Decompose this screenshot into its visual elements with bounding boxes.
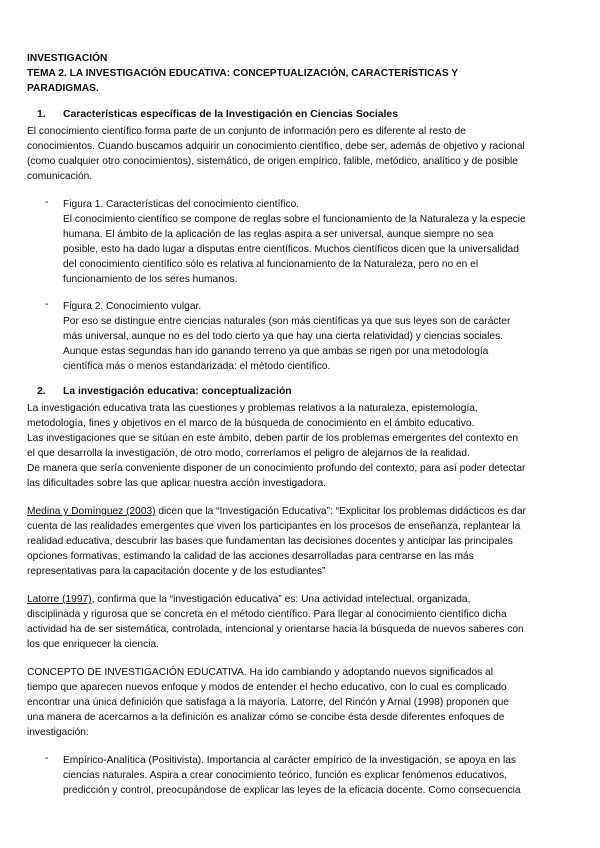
medina-text: dicen que la “Investigación Educativa”: “Explicitar los problemas didácticos es dar: [155, 506, 526, 517]
figure2-line: Aunque estas segundas han ido ganando terreno ya que ambas se rigen por una metodología: [63, 346, 489, 357]
medina-paragraph-first-line: [27, 504, 575, 520]
latorre-text: , confirma que la “investigación educativa” es: Una actividad intelectual, organizada,: [91, 594, 471, 605]
figure2-caption: Figura 2. Conocimiento vulgar.: [63, 301, 202, 312]
empirico-line: predicción y control, preocupándose de explicar las leyes de la eficacia docente. Como consecuencia: [63, 785, 521, 796]
concepto-line: tiempo que aparecen nuevos enfoque y modos de entender el hecho educativo, con lo cual es complicado: [27, 682, 507, 693]
section1-line: (como cualquier otro conocimientos), sistemático, de origen empírico, falible, metódico, analítico y de posible: [27, 156, 518, 167]
bullet-dash: -: [45, 753, 49, 764]
section1-heading: Características específicas de la Investigación en Ciencias Sociales: [63, 109, 398, 120]
doc-title-cont: PARADIGMAS.: [27, 83, 99, 94]
section2-number: 2.: [37, 386, 46, 397]
figure2-line: más universal, aunque no es del todo cierto ya que hay una cierta relatividad) y ciencias sociales.: [63, 331, 504, 342]
concepto-line: encontrar una única definición que satisfaga a la mayoría. Latorre, del Rincón y Arnal (1998) proponen que: [27, 697, 509, 708]
concepto-line: CONCEPTO DE INVESTIGACIÓN EDUCATIVA. Ha ido cambiando y adoptando nuevos significados al: [27, 667, 493, 678]
section2-line: el que desarrolla la investigación, de otro modo, correríamos el peligro de alejarnos de la realidad.: [27, 448, 470, 459]
section1-number: 1.: [37, 109, 46, 120]
latorre-line: los que enriquecer la ciencia.: [27, 639, 159, 650]
latorre-line: actividad ha de ser sistemática, controlada, intencional y orientarse hacia la búsqueda de nuevos saberes con: [27, 624, 524, 635]
bullet-dash: -: [45, 299, 49, 310]
latorre-paragraph-first-line: [27, 592, 575, 608]
medina-line: representativas para la capacitación docente y de los estudiantes”: [27, 566, 326, 577]
figure1-line: posible, esto ha dado lugar a disputas entre científicos. Muchos científicos dicen que la universalidad: [63, 244, 519, 255]
figure1-line: funcionamiento de los seres humanos.: [63, 274, 238, 285]
section1-line: comunicación.: [27, 171, 93, 182]
section2-line: Las investigaciones que se sitúan en este ámbito, deben partir de los problemas emergentes del contexto en: [27, 433, 518, 444]
figure1-line: del conocimiento científico sólo es relativa al funcionamiento de la Naturaleza, pero no en el: [63, 259, 479, 270]
empirico-line: ciencias naturales. Aspira a crear conocimiento teórico, función es explicar fenómenos educativos,: [63, 770, 507, 781]
bullet-dash: -: [45, 197, 49, 208]
citation-link[interactable]: Medina y Domínguez (2003): [27, 506, 156, 517]
figure1-caption: Figura 1. Características del conocimiento científico.: [63, 199, 300, 210]
section2-line: las dificultades sobre las que aplicar nuestra acción investigadora.: [27, 478, 327, 489]
figure1-line: El conocimiento científico se compone de reglas sobre el funcionamiento de la Naturaleza y la especie: [63, 214, 526, 225]
doc-title: TEMA 2. LA INVESTIGACIÓN EDUCATIVA: CONCEPTUALIZACIÓN, CARACTERÍSTICAS Y: [27, 68, 459, 79]
empirico-line: Empírico-Analítica (Positivista). Importancia al carácter empírico de la investigación, se apoya en las: [63, 755, 516, 766]
medina-line: opciones formativas, estimando la calidad de las acciones desarrolladas para centrarse en las más: [27, 551, 474, 562]
doc-header-line1: INVESTIGACIÓN: [27, 53, 108, 64]
section1-line: conocimientos. Cuando buscamos adquirir un conocimiento científico, debe ser, además de objetivo y racional: [27, 141, 525, 152]
figure2-line: científica más o menos estandarizada: el método científico.: [63, 361, 331, 372]
section2-line: De manera que sería conveniente disponer de un conocimiento profundo del contexto, para así poder detectar: [27, 463, 526, 474]
section2-line: La investigación educativa trata las cuestiones y problemas relativos a la naturaleza, epistemología,: [27, 403, 478, 414]
section2-line: metodología, fines y objetivos en el marco de la búsqueda de conocimiento en el ámbito educativo.: [27, 418, 475, 429]
concepto-line: una manera de acercarnos a la definición es analizar cómo se concibe ésta desde diferentes enfoques de: [27, 712, 505, 723]
figure1-line: humana. El ámbito de la aplicación de las reglas aspira a ser universal, aunque siempre no sea: [63, 229, 494, 240]
citation-link[interactable]: Latorre (1997): [27, 594, 92, 605]
latorre-line: disciplinada y rigurosa que se concreta en el método científico. Para llegar al conocimiento científico dicha: [27, 609, 507, 620]
section2-heading: La investigación educativa: conceptualización: [63, 386, 292, 397]
concepto-line: investigación:: [27, 727, 89, 738]
medina-line: realidad educativa, descubrir las bases que fundamentan las decisiones docentes y anticipar las principales: [27, 536, 513, 547]
figure2-line: Por eso se distingue entre ciencias naturales (son más científicas ya que sus leyes son de carácter: [63, 316, 511, 327]
medina-line: cuenta de las realidades emergentes que viven los participantes en los procesos de enseñanza, replantear la: [27, 521, 521, 532]
section1-line: El conocimiento científico forma parte de un conjunto de información pero es diferente al resto de: [27, 126, 466, 137]
